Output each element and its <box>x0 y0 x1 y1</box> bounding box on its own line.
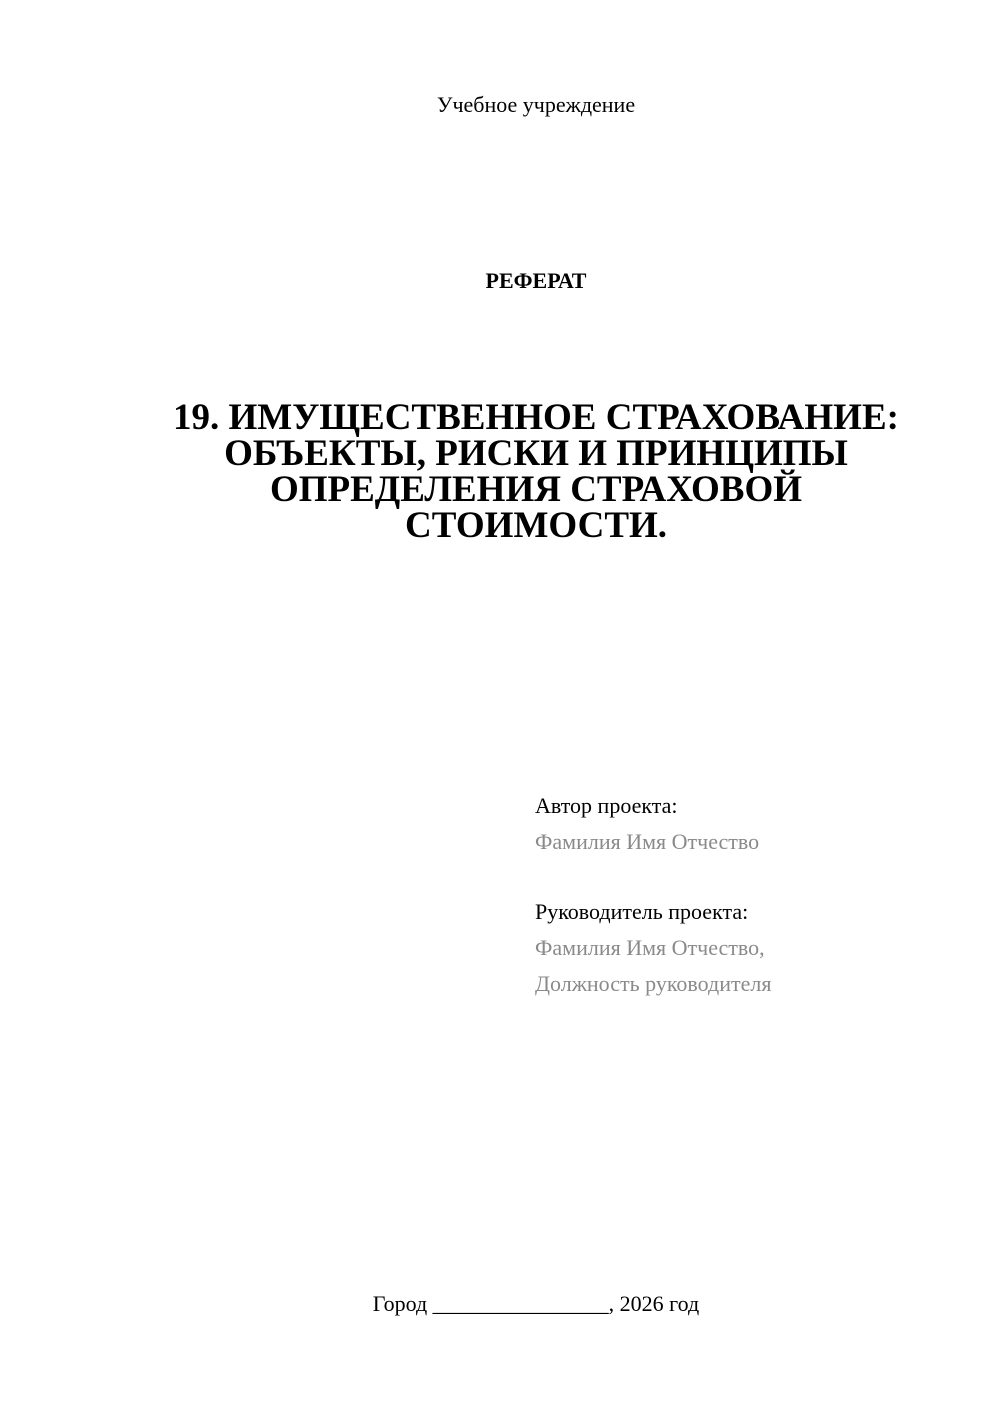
title-line: СТОИМОСТИ. <box>404 505 668 546</box>
author-name: Фамилия Имя Отчество <box>535 829 760 854</box>
title-line: ОБЪЕКТЫ, РИСКИ И ПРИНЦИПЫ <box>224 433 848 474</box>
city-year-line: Город ________________, 2026 год <box>372 1291 700 1316</box>
supervisor-name: Фамилия Имя Отчество, <box>535 935 765 960</box>
title-line: ОПРЕДЕЛЕНИЯ СТРАХОВОЙ <box>269 469 803 510</box>
document-title <box>120 397 952 546</box>
author-label: Автор проекта: <box>535 793 678 818</box>
spacer <box>535 860 771 894</box>
credits-block <box>535 788 771 1002</box>
supervisor-position: Должность руководителя <box>535 971 772 996</box>
title-line: 19. ИМУЩЕСТВЕННОЕ СТРАХОВАНИЕ: <box>173 397 899 438</box>
institution-name: Учебное учреждение <box>436 92 636 117</box>
supervisor-label: Руководитель проекта: <box>535 899 749 924</box>
document-type: РЕФЕРАТ <box>485 268 587 293</box>
